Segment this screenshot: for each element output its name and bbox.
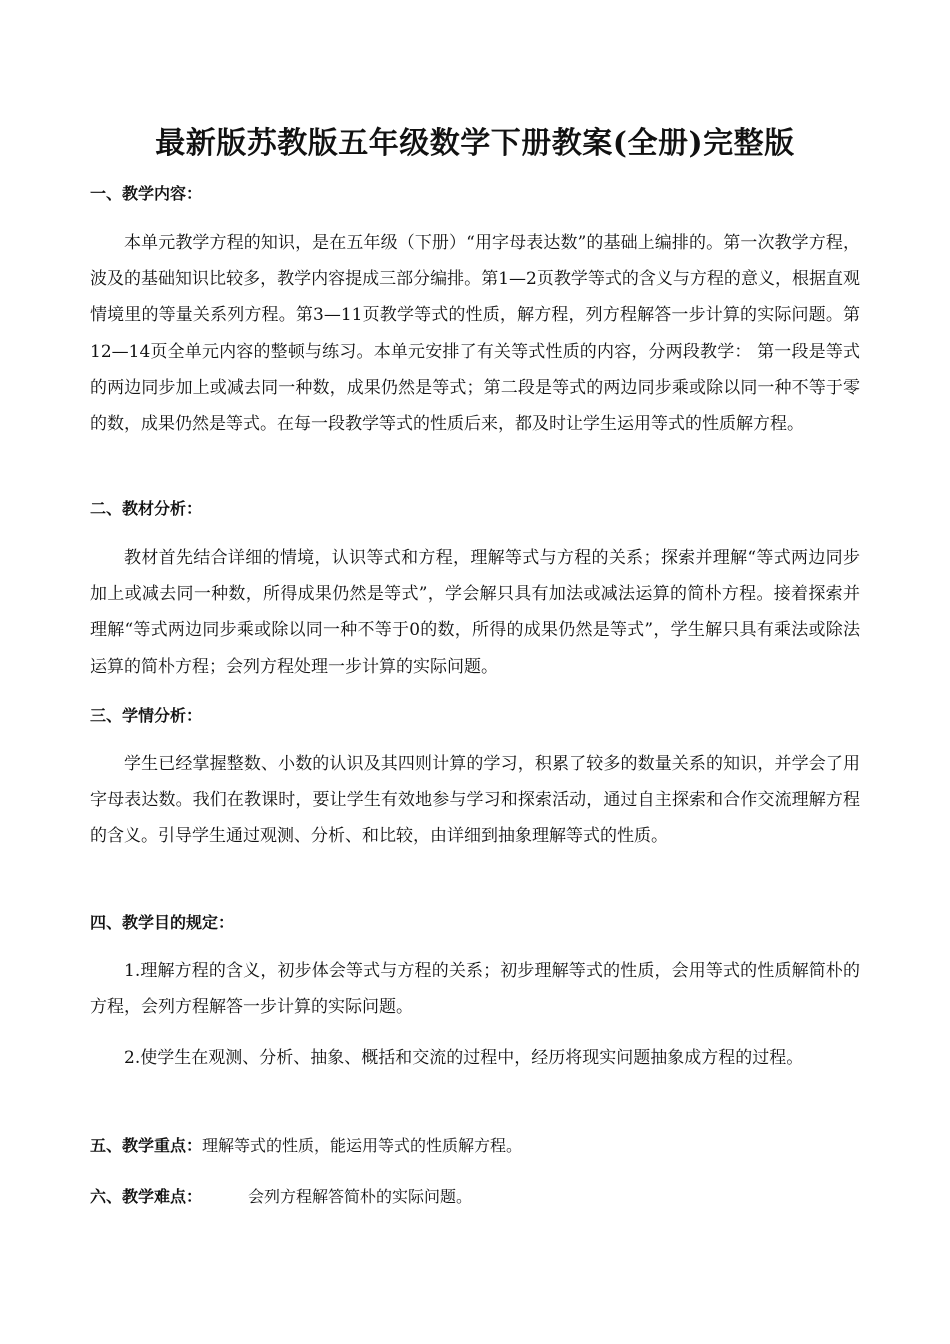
paragraph-material-analysis: 教材首先结合详细的情境，认识等式和方程，理解等式与方程的关系；探索并理解“等式两边同步加上或减去同一种数，所得成果仍然是等式”，学会解只具有加法或减法运算的简朴方程。接着探索并理解“等式两边同步乘或除以同一种不等于0的数，所得的成果仍然是等式”，学生解只具有乘法或除法运算的简朴方程；会列方程处理一步计算的实际问题。 bbox=[90, 548, 860, 677]
section-teaching-difficulty bbox=[90, 1184, 472, 1207]
section-heading-teaching-focus: 五、教学重点： bbox=[90, 1136, 203, 1155]
section-heading-material-analysis: 二、教材分析： bbox=[90, 499, 203, 518]
paragraph-goal-2: 2.使学生在观测、分析、抽象、概括和交流的过程中，经历将现实问题抽象成方程的过程。 bbox=[124, 1048, 804, 1068]
teaching-difficulty-text: 会列方程解答简朴的实际问题。 bbox=[248, 1187, 473, 1206]
section-heading-teaching-difficulty: 六、教学难点： bbox=[90, 1187, 203, 1206]
teaching-focus-text: 理解等式的性质，能运用等式的性质解方程。 bbox=[202, 1136, 523, 1155]
document-title: 最新版苏教版五年级数学下册教案(全册)完整版 bbox=[155, 126, 795, 161]
section-heading-student-analysis: 三、学情分析： bbox=[90, 706, 203, 725]
paragraph-teaching-content: 本单元教学方程的知识，是在五年级（下册）“用字母表达数”的基础上编排的。第一次教学方程，波及的基础知识比较多，教学内容提成三部分编排。第1—2页教学等式的含义与方程的意义，根据直观情境里的等量关系列方程。第3—11页教学等式的性质，解方程，列方程解答一步计算的实际问题。第12—14页全单元内容的整顿与练习。本单元安排了有关等式性质的内容，分两段教学： 第一段是等式的两边同步加上或减去同一种数，成果仍然是等式；第二段是等式的两边同步乘或除以同一种不等于零的数，成果仍然是等式。在每一段教学等式的性质后来，都及时让学生运用等式的性质解方程。 bbox=[90, 233, 860, 435]
paragraph-goal-1: 1.理解方程的含义，初步体会等式与方程的关系；初步理解等式的性质，会用等式的性质解简朴的方程，会列方程解答一步计算的实际问题。 bbox=[90, 961, 860, 1018]
section-teaching-focus bbox=[90, 1133, 522, 1156]
paragraph-student-analysis: 学生已经掌握整数、小数的认识及其四则计算的学习，积累了较多的数量关系的知识，并学会了用字母表达数。我们在教课时，要让学生有效地参与学习和探索活动，通过自主探索和合作交流理解方程的含义。引导学生通过观测、分析、和比较，由详细到抽象理解等式的性质。 bbox=[90, 754, 860, 847]
section-heading-teaching-content: 一、教学内容： bbox=[90, 184, 203, 203]
section-heading-teaching-goals: 四、教学目的规定： bbox=[90, 913, 235, 932]
